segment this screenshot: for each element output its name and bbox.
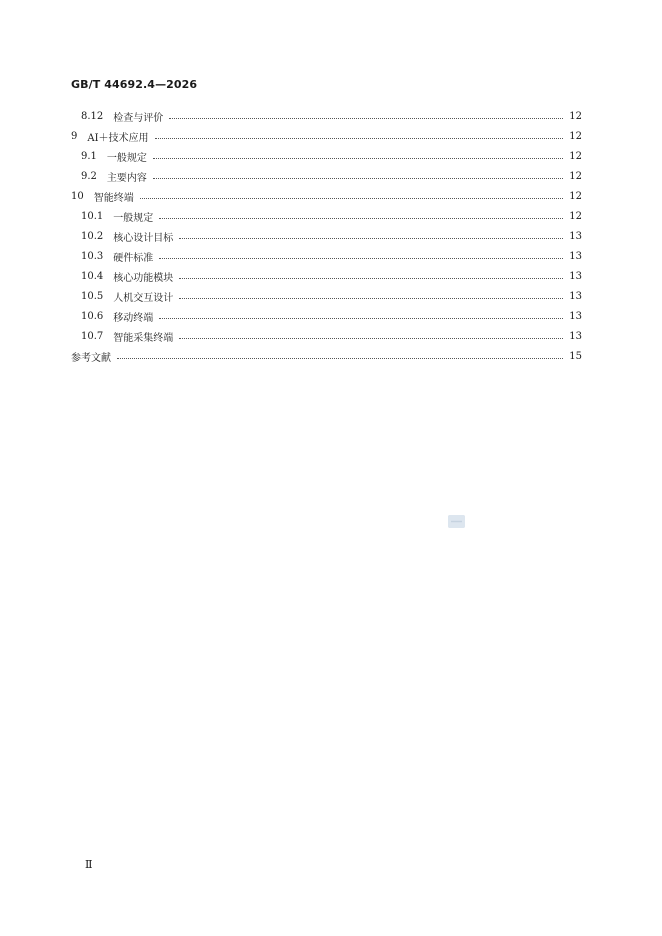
toc-entry[interactable] <box>81 146 582 166</box>
watermark-logo <box>448 515 465 528</box>
toc-entry[interactable] <box>71 186 582 206</box>
toc-entry-number: 10.4 <box>81 270 104 282</box>
toc-entry-page: 12 <box>569 110 582 122</box>
toc-dot-leader <box>153 157 563 159</box>
toc-entry-title: 核心功能模块 <box>113 272 174 284</box>
toc-entry-page: 12 <box>569 190 582 202</box>
toc-entry[interactable] <box>81 246 582 266</box>
toc-entry-number: 10.7 <box>81 330 104 342</box>
toc-entry-number: 9.2 <box>81 170 97 182</box>
toc-entry-page: 12 <box>569 210 582 222</box>
toc-entry-title: 参考文献 <box>71 352 111 364</box>
toc-entry-title: 主要内容 <box>106 172 147 184</box>
toc-entry-number: 10.5 <box>81 290 104 302</box>
toc-dot-leader <box>179 297 563 299</box>
toc-entry[interactable] <box>81 306 582 326</box>
toc-entry-page: 13 <box>569 250 582 262</box>
toc-entry[interactable] <box>81 266 582 286</box>
toc-entry[interactable] <box>81 206 582 226</box>
toc-entry-title: 移动终端 <box>113 312 154 324</box>
standard-id: GB/T 44692.4—2026 <box>71 78 198 91</box>
toc-entry[interactable] <box>71 126 582 146</box>
toc-entry[interactable] <box>81 326 582 346</box>
toc-dot-leader <box>159 317 563 319</box>
toc-entry-title: 一般规定 <box>106 152 147 164</box>
toc-entry[interactable] <box>81 286 582 306</box>
toc-entry-page: 13 <box>569 270 582 282</box>
toc-entry-title: 智能终端 <box>93 192 134 204</box>
toc-entry-title: 一般规定 <box>113 212 154 224</box>
toc-entry-page: 13 <box>569 330 582 342</box>
toc-dot-leader <box>179 237 563 239</box>
toc-dot-leader <box>140 197 564 199</box>
toc-entry-page: 13 <box>569 310 582 322</box>
toc-entry-number: 10.2 <box>81 230 104 242</box>
toc-dot-leader <box>159 217 563 219</box>
toc-entry-title: 核心设计目标 <box>113 232 174 244</box>
toc-entry-title: 人机交互设计 <box>113 292 174 304</box>
toc-entry-number: 9 <box>71 130 78 142</box>
toc-entry[interactable] <box>81 106 582 126</box>
toc-entry-page: 13 <box>569 230 582 242</box>
toc-entry-number: 8.12 <box>81 110 104 122</box>
toc-dot-leader <box>153 177 563 179</box>
toc-entry-title: 检查与评价 <box>113 112 164 124</box>
toc-dot-leader <box>159 257 563 259</box>
toc-entry-page: 12 <box>569 170 582 182</box>
toc-entry-title: 智能采集终端 <box>113 332 174 344</box>
toc-entry-page: 12 <box>569 150 582 162</box>
toc-dot-leader <box>179 277 563 279</box>
toc-dot-leader <box>179 337 563 339</box>
toc-entry-title: AI＋技术应用 <box>87 132 149 144</box>
toc-entry[interactable] <box>81 226 582 246</box>
toc-entry-title: 硬件标准 <box>113 252 154 264</box>
toc-entry-number: 9.1 <box>81 150 97 162</box>
toc-dot-leader <box>155 137 564 139</box>
toc-entry-page: 15 <box>569 350 582 362</box>
page-number: Ⅱ <box>85 858 93 871</box>
toc-entry-page: 12 <box>569 130 582 142</box>
toc-entry-number: 10.1 <box>81 210 104 222</box>
toc-entry[interactable] <box>81 166 582 186</box>
toc-entry-page: 13 <box>569 290 582 302</box>
toc-entry-number: 10.3 <box>81 250 104 262</box>
toc-dot-leader <box>169 117 563 119</box>
toc-entry-number: 10 <box>71 190 84 202</box>
toc-entry[interactable] <box>71 346 582 366</box>
toc-dot-leader <box>117 357 563 359</box>
toc-entry-number: 10.6 <box>81 310 104 322</box>
